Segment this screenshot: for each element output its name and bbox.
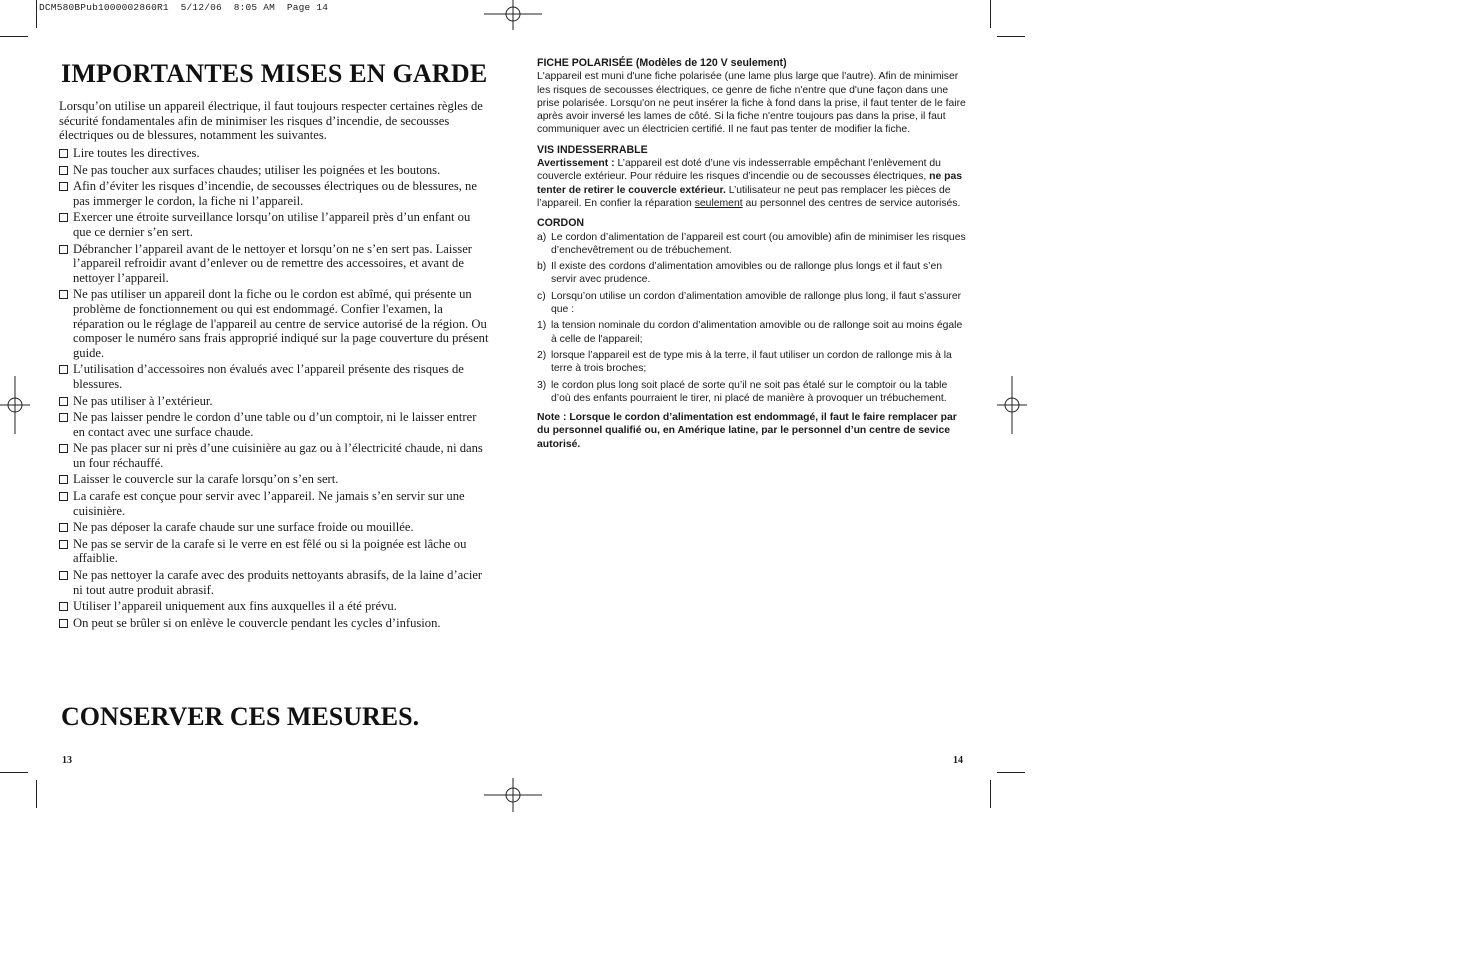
list-marker: c) bbox=[537, 290, 546, 302]
list-item: Ne pas se servir de la carafe si le verre en est fêlé ou si la poignée est lâche ou affaiblie. bbox=[59, 537, 489, 566]
list-item: L’utilisation d’accessoires non évalués avec l’appareil présente des risques de blessures. bbox=[59, 362, 489, 391]
list-item: Laisser le couvercle sur la carafe lorsqu’on s’en sert. bbox=[59, 472, 489, 487]
crop-mark bbox=[990, 780, 991, 808]
crop-mark bbox=[0, 772, 28, 773]
list-item: Ne pas utiliser à l’extérieur. bbox=[59, 394, 489, 409]
warning-lead: Avertissement : bbox=[537, 158, 615, 170]
list-item: Ne pas laisser pendre le cordon d’une table ou d’un comptoir, ni le laisser entrer en contact avec une surface chaude. bbox=[59, 410, 489, 439]
checkbox-bullet-icon bbox=[59, 475, 68, 484]
checkbox-bullet-icon bbox=[59, 365, 68, 374]
list-item: 1) la tension nominale du cordon d’alimentation amovible ou de rallonge soit au moins égale à celle de l'appareil; bbox=[537, 320, 963, 345]
checkbox-bullet-icon bbox=[59, 619, 68, 628]
checkbox-bullet-icon bbox=[59, 444, 68, 453]
list-item: b) Il existe des cordons d’alimentation amovibles ou de rallonge plus longs et il faut s’en servir avec prudence. bbox=[537, 261, 943, 286]
registration-mark-icon bbox=[484, 0, 542, 58]
tamper-screw-text: Avertissement : L’appareil est doté d’une vis indesserrable empêchant l’enlèvement du couvercle extérieur. Pour réduire les risques d’incendie ou de secousses électriques, ne pas tenter de retirer le couvercle extérieur. L’utilisateur ne peut pas remplacer les pièces de l’appareil. En confier la réparation seulement au personnel des centres de service autorisés. bbox=[537, 158, 963, 209]
registration-mark-icon bbox=[997, 376, 1055, 434]
list-item: 3) le cordon plus long soit placé de sorte qu’il ne soit pas étalé sur le comptoir ou la table d’où des enfants pourraient le tirer, ni placé de manière à provoquer un trébuchement. bbox=[537, 379, 948, 404]
crop-mark bbox=[36, 0, 37, 28]
checkbox-bullet-icon bbox=[59, 213, 68, 222]
crop-mark bbox=[997, 36, 1025, 37]
crop-mark bbox=[997, 772, 1025, 773]
checkbox-bullet-icon bbox=[59, 182, 68, 191]
checkbox-bullet-icon bbox=[59, 413, 68, 422]
registration-mark-icon bbox=[484, 778, 542, 836]
cord-note: Note : Lorsque le cordon d’alimentation est endommagé, il faut le faire remplacer par du personnel qualifié ou, en Amérique latine, par le personnel d’un centre de sevice autorisé. bbox=[537, 412, 957, 450]
list-item: Lire toutes les directives. bbox=[59, 146, 489, 161]
list-marker: 1) bbox=[537, 320, 547, 332]
list-item: Ne pas toucher aux surfaces chaudes; utiliser les poignées et les boutons. bbox=[59, 163, 489, 178]
list-item: La carafe est conçue pour servir avec l’appareil. Ne jamais s’en servir sur une cuisinière. bbox=[59, 489, 489, 518]
list-item: Exercer une étroite surveillance lorsqu’on utilise l’appareil près d’un enfant ou que ce dernier s’en sert. bbox=[59, 210, 489, 239]
list-item: On peut se brûler si on enlève le couvercle pendant les cycles d’infusion. bbox=[59, 616, 489, 631]
checkbox-bullet-icon bbox=[59, 540, 68, 549]
list-item: c) Lorsqu’on utilise un cordon d’alimentation amovible de rallonge plus long, il faut s’assurer que : bbox=[537, 290, 962, 316]
list-marker: 3) bbox=[537, 379, 547, 391]
list-marker: a) bbox=[537, 231, 547, 243]
checkbox-bullet-icon bbox=[59, 290, 68, 299]
polarized-plug-heading: FICHE POLARISÉE (Modèles de 120 V seulement) bbox=[537, 57, 787, 69]
page-title: IMPORTANTES MISES EN GARDE bbox=[61, 59, 488, 88]
list-item: Ne pas utiliser un appareil dont la fiche ou le cordon est abîmé, qui présente un problème de fonctionnement ou qui est endommagé. Confier l'examen, la réparation ou le réglage de l'appareil au centre de service autorisé de la région. Ou composer le numéro sans frais approprié indiqué sur la page couverture du présent guide. bbox=[59, 287, 489, 360]
checkbox-bullet-icon bbox=[59, 149, 68, 158]
checkbox-bullet-icon bbox=[59, 245, 68, 254]
checkbox-bullet-icon bbox=[59, 166, 68, 175]
list-item: Débrancher l’appareil avant de le nettoyer et lorsqu’on ne s’en sert pas. Laisser l’appareil refroidir avant d’enlever ou de remettre des accessoires, et avant de nettoyer l’appareil. bbox=[59, 242, 489, 286]
crop-mark bbox=[0, 36, 28, 37]
list-item: Ne pas nettoyer la carafe avec des produits nettoyants abrasifs, de la laine d’acier ni tout autre produit abrasif. bbox=[59, 568, 489, 597]
page-number-right: 14 bbox=[953, 755, 963, 766]
underlined-word: seulement bbox=[694, 197, 743, 209]
list-item: Ne pas déposer la carafe chaude sur une surface froide ou mouillée. bbox=[59, 520, 489, 535]
list-item: Ne pas placer sur ni près d’une cuisinière au gaz ou à l’électricité chaude, ni dans un four réchauffé. bbox=[59, 441, 489, 470]
list-marker: b) bbox=[537, 261, 547, 273]
polarized-plug-text: L'appareil est muni d'une fiche polarisée (une lame plus large que l'autre). Afin de minimiser les risques de secousses électriques, ce genre de fiche n'entre que d'une façon dans une prise polarisée. Lorsqu'on ne peut insérer la fiche à fond dans la prise, il faut tenter de le faire après avoir inversé les lames de côté. Si la fiche n'entre toujours pas dans la prise, il faut communiquer avec un électricien certifié. Il ne faut pas tenter de modifier la fiche. bbox=[537, 71, 966, 136]
crop-mark bbox=[990, 0, 991, 28]
crop-mark bbox=[36, 780, 37, 808]
list-item: Afin d’éviter les risques d’incendie, de secousses électriques ou de blessures, ne pas immerger le cordon, la fiche ni l’appareil. bbox=[59, 179, 489, 208]
safety-rules-list bbox=[59, 146, 489, 632]
list-item: a) Le cordon d’alimentation de l’appareil est court (ou amovible) afin de minimiser les risques d’enchevêtrement ou de trébuchement. bbox=[537, 231, 966, 256]
registration-mark-icon bbox=[0, 376, 58, 434]
keep-instructions-heading: CONSERVER CES MESURES. bbox=[61, 702, 420, 731]
warning-emphasis: ne pas tenter de retirer le couvercle extérieur. bbox=[537, 171, 963, 196]
list-marker: 2) bbox=[537, 349, 547, 361]
checkbox-bullet-icon bbox=[59, 602, 68, 611]
cord-heading: CORDON bbox=[537, 217, 585, 230]
intro-paragraph: Lorsqu’on utilise un appareil électrique, il faut toujours respecter certaines règles de sécurité fondamentales afin de minimiser les risques d’incendie, de secousses électriques ou de blessures, notamment les suivantes. bbox=[59, 99, 483, 143]
right-column bbox=[537, 57, 967, 458]
checkbox-bullet-icon bbox=[59, 571, 68, 580]
list-item: 2) lorsque l’appareil est de type mis à la terre, il faut utiliser un cordon de rallonge mis à la terre à trois broches; bbox=[537, 349, 952, 375]
tamper-screw-heading: VIS INDESSERRABLE bbox=[537, 143, 648, 156]
checkbox-bullet-icon bbox=[59, 397, 68, 406]
print-slug: DCM580BPub1000002860R1 5/12/06 8:05 AM Page 14 bbox=[39, 2, 329, 13]
list-item: Utiliser l’appareil uniquement aux fins auxquelles il a été prévu. bbox=[59, 599, 489, 614]
page-number-left: 13 bbox=[62, 755, 72, 766]
checkbox-bullet-icon bbox=[59, 523, 68, 532]
cord-list bbox=[537, 231, 967, 406]
checkbox-bullet-icon bbox=[59, 492, 68, 501]
